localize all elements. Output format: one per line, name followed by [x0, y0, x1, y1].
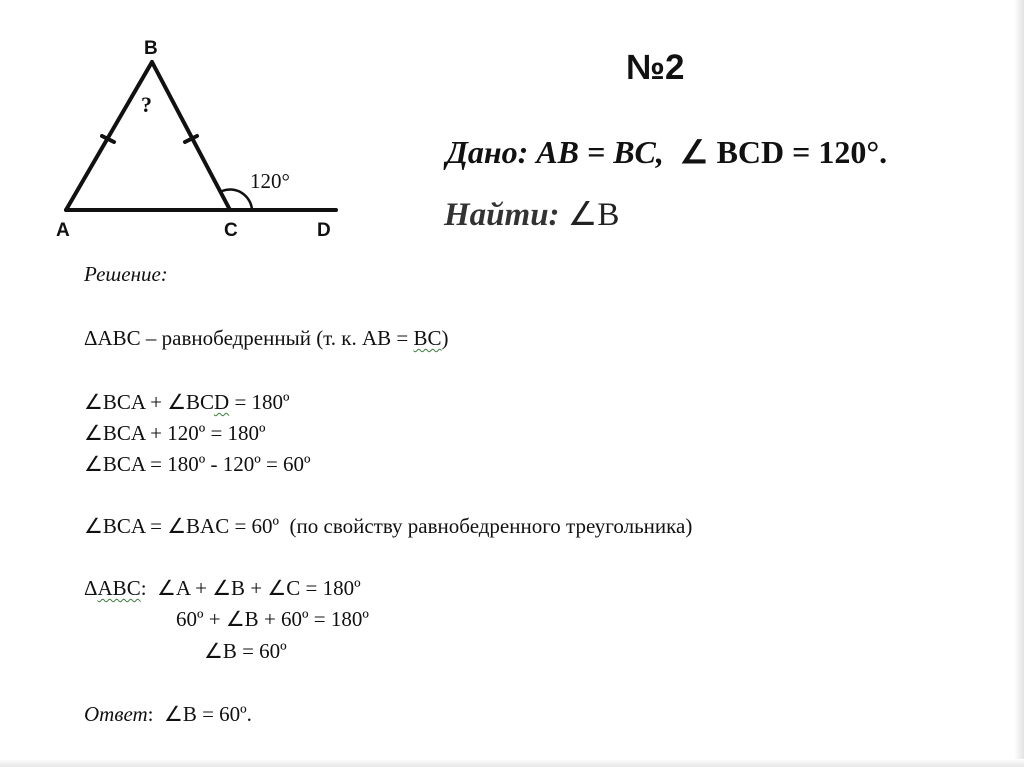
solution-isosceles-line — [84, 326, 449, 351]
solution-step-5 — [84, 576, 361, 601]
solution-step-4: ∠BCA = ∠BAC = 60º (по свойству равнобедренного треугольника) — [84, 514, 693, 538]
slide-edge-bottom — [0, 759, 1024, 767]
isosceles-bc: BC — [413, 326, 442, 350]
isosceles-text: ΔABC – равнобедренный (т. к. AB = — [84, 326, 414, 350]
solution-step-3: ∠BCA = 180º - 120º = 60º — [84, 452, 311, 476]
solution-step-2: ∠BCA + 120º = 180º — [84, 421, 266, 445]
given-condition-2: ∠ BCD = 120°. — [679, 134, 888, 170]
unknown-angle-label: ? — [141, 92, 152, 117]
slide-edge-right — [1014, 0, 1024, 767]
segment-ab — [66, 62, 152, 210]
given-condition-1: AB = BC, — [536, 134, 664, 170]
vertex-label-d: D — [317, 220, 331, 241]
solution-heading: Решение: — [84, 262, 168, 286]
segment-bc — [152, 62, 230, 210]
find-statement — [444, 194, 619, 234]
task-number: №2 — [626, 48, 685, 87]
vertex-label-a: A — [56, 220, 70, 241]
vertex-label-b: B — [144, 38, 158, 59]
triangle-figure — [40, 28, 360, 248]
given-statement: Дано: AB = BC, ∠ BCD = 120°. — [446, 134, 888, 170]
isosceles-suffix: ) — [441, 326, 449, 350]
step5-abc: ABC — [97, 576, 141, 600]
given-label: Дано — [446, 134, 518, 170]
vertex-label-c: C — [224, 220, 238, 241]
step1-d: D — [214, 390, 230, 414]
find-target: ∠B — [567, 197, 620, 233]
answer-label: Ответ — [84, 702, 148, 726]
step5-text: : ∠A + ∠B + ∠C = 180º — [140, 576, 361, 600]
find-label: Найти: — [444, 197, 560, 233]
answer-text: : ∠B = 60º. — [147, 702, 252, 726]
step1-suffix: = 180º — [229, 390, 290, 414]
solution-step-1 — [84, 390, 290, 415]
solution-step-6: 60º + ∠B + 60º = 180º — [176, 607, 369, 631]
solution-step-7: ∠B = 60º — [204, 639, 287, 663]
step1-text: ∠BCA + ∠BC — [84, 390, 215, 414]
angle-label-120: 120° — [250, 169, 290, 193]
step5-delta: Δ — [84, 576, 98, 600]
answer-line — [84, 702, 252, 727]
